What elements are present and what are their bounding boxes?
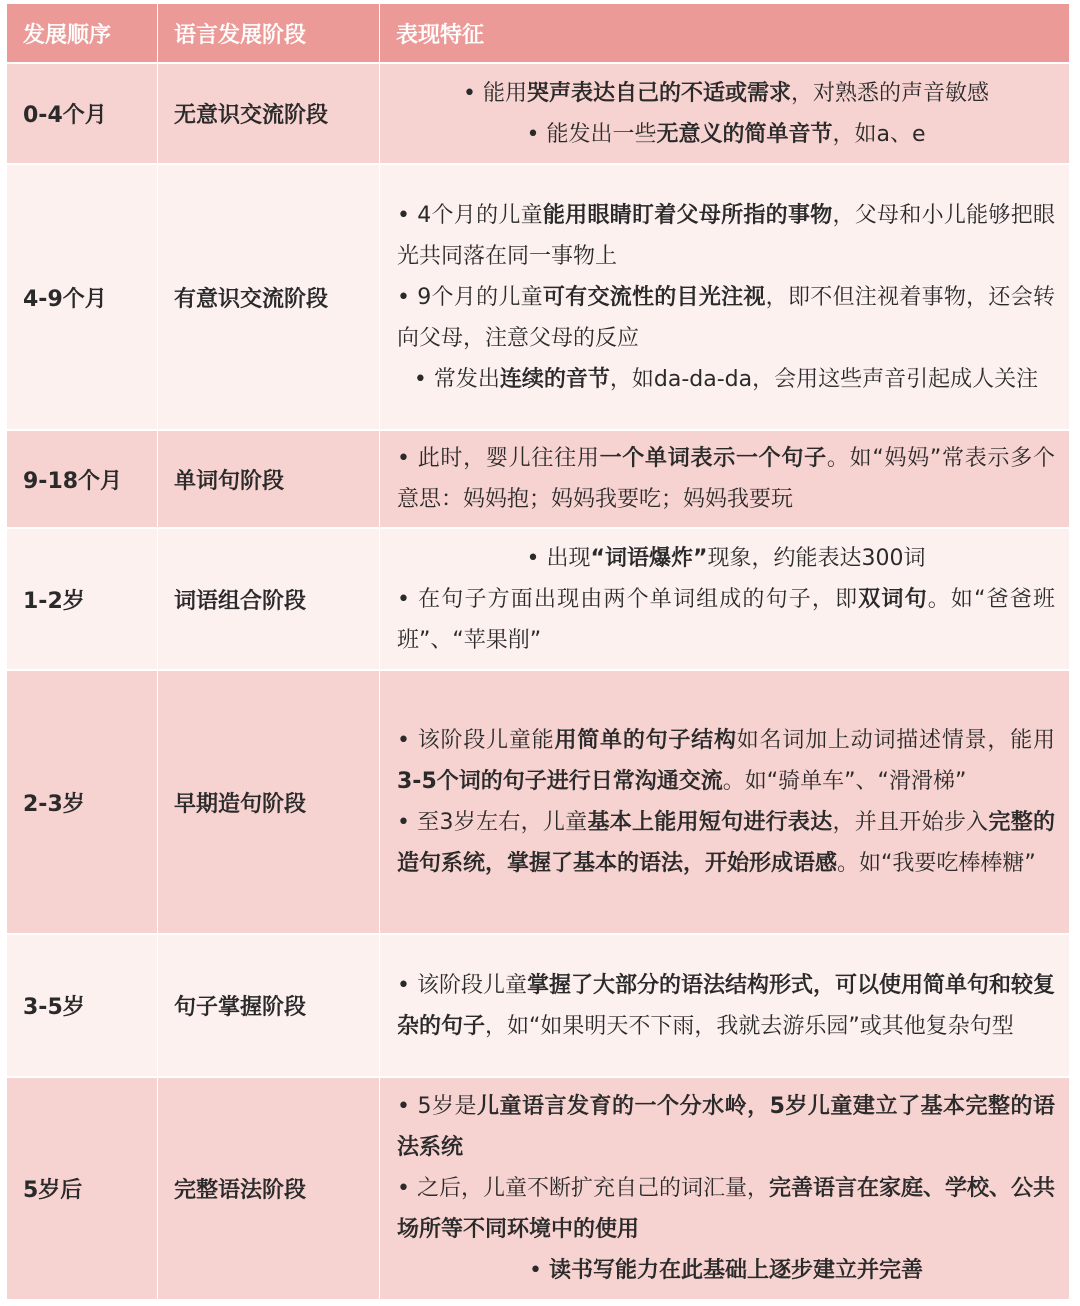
feature-item (397, 1168, 1055, 1250)
feature-emphasis: 基本上能用短句进行表达 (587, 810, 833, 835)
feature-text: ，父母和小儿能够把眼光共同落在同一事物上 (397, 202, 1055, 269)
feature-emphasis: “词语爆炸” (590, 545, 708, 571)
feature-text: ，如“如果明天不下雨，我就去游乐园”或其他复杂句型 (485, 1013, 1014, 1039)
feature-text: • 能用 (462, 80, 527, 106)
feature-emphasis: 儿童语言发育的一个分水岭，5岁儿童建立了基本完整的语法系统 (397, 1094, 1055, 1160)
row-features (380, 935, 1069, 1076)
feature-emphasis: 读书写能力在此基础上逐步建立并完善 (548, 1258, 923, 1283)
development-table (7, 4, 1069, 1299)
feature-item (397, 277, 1055, 359)
feature-text: • 出现 (526, 545, 591, 571)
feature-text: 。如“爸爸班班”、“苹果削” (397, 586, 1055, 653)
feature-emphasis: 一个单词表示一个句子 (599, 446, 827, 471)
feature-text: • 4个月的儿童 (397, 202, 543, 228)
row-age: 4-9个月 (7, 165, 157, 429)
row-stage: 完整语法阶段 (158, 1078, 379, 1299)
feature-emphasis: 哭声表达自己的不适或需求 (526, 80, 791, 106)
feature-item (397, 579, 1055, 661)
feature-text: • 该阶段儿童 (397, 972, 527, 998)
feature-text: 。如“妈妈”常表示多个意思：妈妈抱；妈妈我要吃；妈妈我要玩 (397, 446, 1055, 512)
feature-text: 。如“骑单车”、“滑滑梯” (722, 769, 967, 794)
feature-item (397, 802, 1055, 884)
feature-emphasis: 无意义的简单音节 (656, 121, 833, 147)
feature-emphasis: 可有交流性的目光注视 (542, 284, 766, 310)
feature-item (414, 359, 1038, 400)
row-age: 3-5岁 (7, 935, 157, 1076)
row-age: 2-3岁 (7, 671, 157, 933)
row-stage: 句子掌握阶段 (158, 935, 379, 1076)
row-stage: 有意识交流阶段 (158, 165, 379, 429)
feature-item (397, 720, 1055, 802)
feature-text: ，即不但注视着事物，还会转向父母，注意父母的反应 (397, 284, 1055, 351)
row-stage: 词语组合阶段 (158, 529, 379, 669)
row-age: 5岁后 (7, 1078, 157, 1299)
feature-text: • 9个月的儿童 (397, 284, 543, 310)
feature-emphasis: 3-5个词的句子进行日常沟通交流 (397, 769, 723, 794)
feature-emphasis: 能用眼睛盯着父母所指的事物 (542, 202, 833, 228)
feature-item (527, 538, 926, 579)
feature-item (397, 1086, 1055, 1168)
row-stage: 无意识交流阶段 (158, 64, 379, 163)
feature-text: • 常发出 (413, 366, 500, 392)
feature-text: • 至3岁左右，儿童 (397, 810, 588, 835)
row-stage: 单词句阶段 (158, 431, 379, 527)
feature-item (397, 195, 1055, 277)
feature-text: 。如“我要吃棒棒糖” (837, 851, 1036, 876)
feature-text: 现象，约能表达300词 (707, 545, 926, 571)
header-stage: 语言发展阶段 (158, 4, 379, 62)
feature-text: ，如da-da-da，会用这些声音引起成人关注 (609, 366, 1039, 392)
row-features (380, 165, 1069, 429)
feature-text: 如名词加上动词描述情景，能用 (736, 728, 1055, 753)
row-age: 1-2岁 (7, 529, 157, 669)
row-age: 0-4个月 (7, 64, 157, 163)
row-stage: 早期造句阶段 (158, 671, 379, 933)
feature-emphasis: 完整的造句系统，掌握了基本的语法，开始形成语感 (397, 810, 1055, 876)
row-features (380, 529, 1069, 669)
feature-item (397, 965, 1055, 1047)
row-features (380, 64, 1069, 163)
feature-text: • 之后，儿童不断扩充自己的词汇量， (397, 1176, 769, 1201)
feature-emphasis: 掌握了大部分的语法结构形式，可以使用简单句和较复杂的句子 (397, 972, 1055, 1039)
header-age: 发展顺序 (7, 4, 157, 62)
row-features (380, 431, 1069, 527)
feature-item (526, 114, 925, 155)
feature-emphasis: 完善语言在家庭、学校、公共场所等不同环境中的使用 (397, 1176, 1055, 1242)
header-features: 表现特征 (380, 4, 1069, 62)
feature-item (463, 73, 989, 114)
feature-text: • 此时，婴儿往往用 (397, 446, 600, 471)
feature-item (529, 1250, 923, 1291)
row-age: 9-18个月 (7, 431, 157, 527)
feature-text: • 5岁是 (397, 1094, 477, 1119)
feature-text: ，如a、e (832, 121, 926, 147)
feature-item (397, 438, 1055, 520)
feature-emphasis: 用简单的句子结构 (554, 728, 737, 753)
row-features (380, 1078, 1069, 1299)
feature-text: ，并且开始步入 (832, 810, 989, 835)
row-features (380, 671, 1069, 933)
feature-emphasis: 双词句 (858, 586, 928, 612)
feature-emphasis: 连续的音节 (499, 366, 610, 392)
feature-text: ，对熟悉的声音敏感 (790, 80, 989, 106)
feature-text: • 该阶段儿童能 (397, 728, 555, 753)
feature-text: • (529, 1258, 549, 1283)
feature-text: • 能发出一些 (526, 121, 657, 147)
feature-text: • 在句子方面出现由两个单词组成的句子，即 (397, 586, 859, 612)
